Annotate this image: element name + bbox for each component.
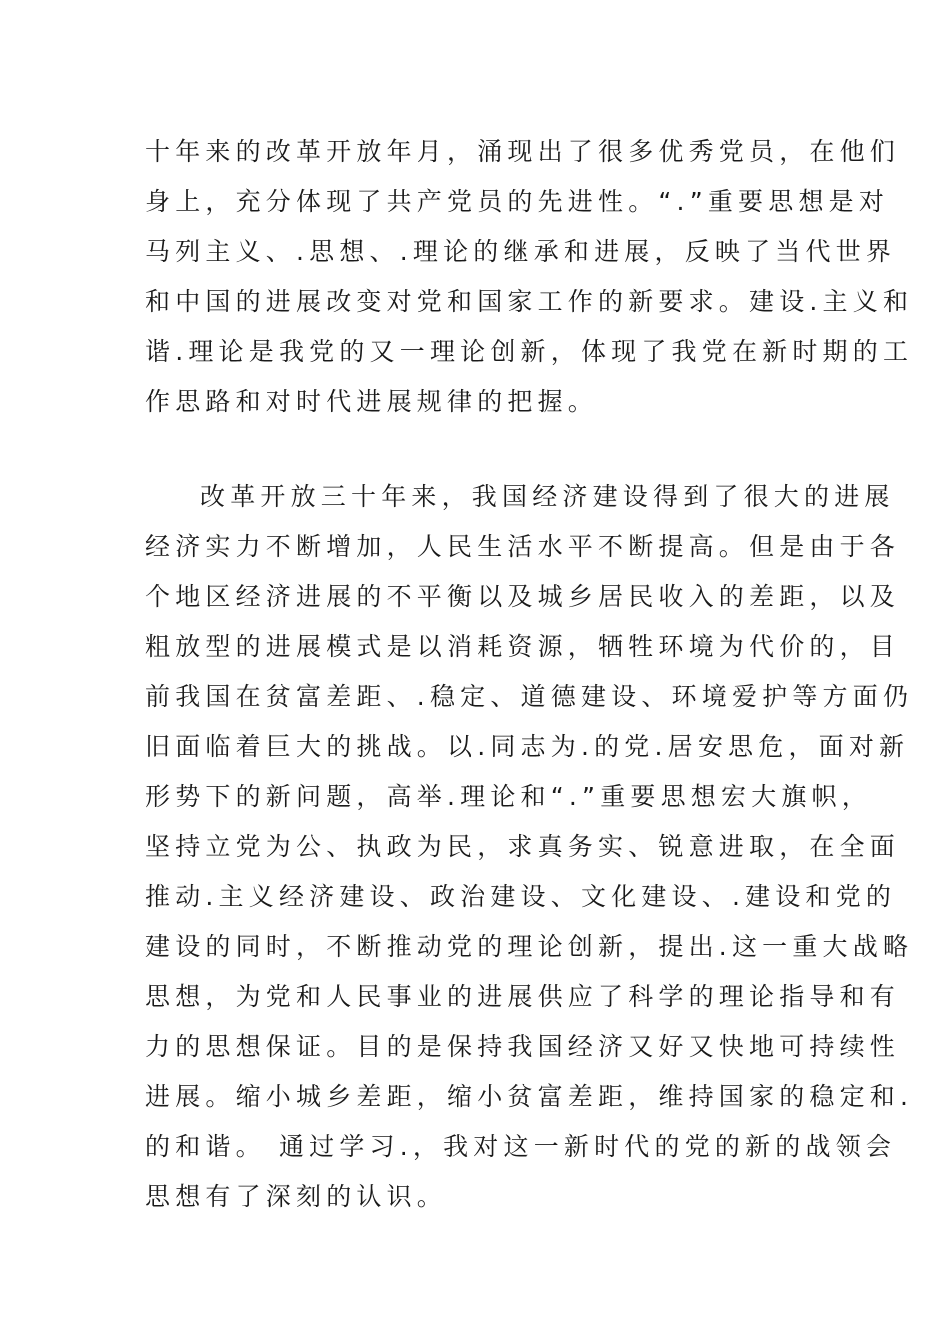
paragraph-2-line: 思想有了深刻的认识。	[145, 1182, 448, 1211]
paragraph-2-line: 粗放型的进展模式是以消耗资源，牺牲环境为代价的，目	[145, 632, 901, 661]
paragraph-1-line: 马列主义、.思想、.理论的继承和进展，反映了当代世界	[145, 237, 897, 266]
paragraph-2-line: 经济实力不断增加，人民生活水平不断提高。但是由于各	[145, 532, 901, 561]
paragraph-2-line: 个地区经济进展的不平衡以及城乡居民收入的差距，以及	[145, 582, 901, 611]
paragraph-2-line: 建设的同时，不断推动党的理论创新，提出.这一重大战略	[145, 932, 914, 961]
paragraph-1-line: 十年来的改革开放年月，涌现出了很多优秀党员，在他们	[145, 137, 901, 166]
paragraph-2-line: 进展。缩小城乡差距，缩小贫富差距，维持国家的稳定和.	[145, 1082, 914, 1111]
paragraph-2-line: 坚持立党为公、执政为民，求真务实、锐意进取，在全面	[145, 832, 901, 861]
paragraph-2-line: 思想，为党和人民事业的进展供应了科学的理论指导和有	[145, 982, 901, 1011]
paragraph-1-line: 谐.理论是我党的又一理论创新，体现了我党在新时期的工	[145, 337, 914, 366]
paragraph-1-line: 和中国的进展改变对党和国家工作的新要求。建设.主义和	[145, 287, 914, 316]
paragraph-2-line: 旧面临着巨大的挑战。以.同志为.的党.居安思危，面对新	[145, 732, 910, 761]
paragraph-2-line: 改革开放三十年来，我国经济建设得到了很大的进展	[200, 482, 895, 511]
paragraph-1-line: 身上，充分体现了共产党员的先进性。“.”重要思想是对	[145, 187, 890, 216]
paragraph-2-line: 的和谐。 通过学习.，我对这一新时代的党的新的战领会	[145, 1132, 897, 1161]
paragraph-2-line: 形势下的新问题，高举.理论和“.”重要思想宏大旗帜，	[145, 782, 872, 811]
paragraph-1-line: 作思路和对时代进展规律的把握。	[145, 387, 599, 416]
paragraph-2-line: 前我国在贫富差距、.稳定、道德建设、环境爱护等方面仍	[145, 682, 914, 711]
paragraph-2-line: 推动.主义经济建设、政治建设、文化建设、.建设和党的	[145, 882, 897, 911]
paragraph-2-line: 力的思想保证。目的是保持我国经济又好又快地可持续性	[145, 1032, 901, 1061]
